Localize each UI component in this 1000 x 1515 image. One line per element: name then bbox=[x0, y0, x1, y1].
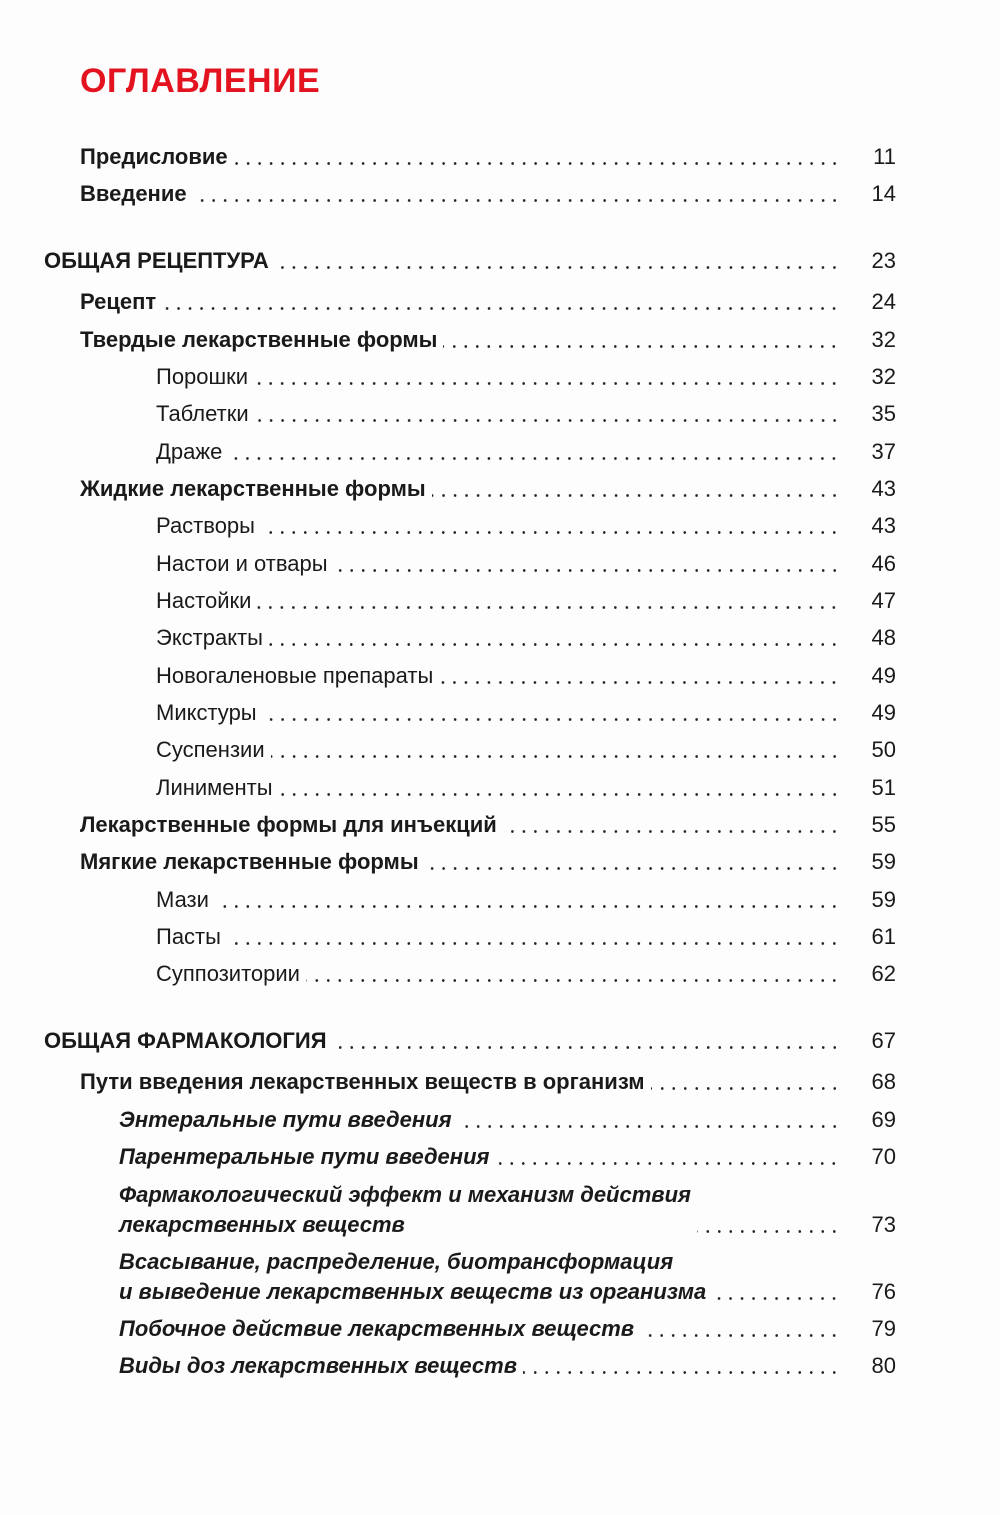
toc-entry[interactable] bbox=[80, 287, 896, 317]
toc-entry[interactable] bbox=[156, 959, 896, 989]
toc-entry[interactable] bbox=[80, 474, 896, 504]
toc-label: Пути введения лекарственных веществ в организм bbox=[80, 1069, 645, 1094]
leader-dots bbox=[193, 199, 840, 202]
leader-dots bbox=[257, 606, 840, 609]
leader-dots bbox=[227, 942, 840, 945]
toc-label: Экстракты bbox=[156, 625, 263, 650]
toc-entry[interactable] bbox=[119, 1247, 896, 1307]
toc-page: 11 bbox=[873, 144, 896, 169]
toc-entry[interactable] bbox=[119, 1180, 896, 1240]
toc-label-continued: лекарственных веществ bbox=[119, 1212, 405, 1237]
toc-page: 73 bbox=[871, 1212, 896, 1237]
toc-page: 49 bbox=[871, 700, 896, 725]
leader-dots bbox=[458, 1125, 840, 1128]
toc-label: ОБЩАЯ ФАРМАКОЛОГИЯ bbox=[44, 1028, 327, 1053]
toc-entry-preface[interactable] bbox=[80, 142, 896, 172]
toc-label-continued: и выведение лекарственных веществ из организма bbox=[119, 1279, 707, 1304]
leader-dots bbox=[275, 266, 840, 269]
toc-label: Предисловие bbox=[80, 144, 228, 169]
leader-dots bbox=[271, 755, 840, 758]
toc-page: 43 bbox=[871, 476, 896, 501]
toc-label: Лекарственные формы для инъекций bbox=[80, 812, 497, 837]
toc-label: ОБЩАЯ РЕЦЕПТУРА bbox=[44, 248, 269, 273]
leader-dots bbox=[255, 419, 840, 422]
toc-page: 37 bbox=[871, 439, 896, 464]
toc-label: Таблетки bbox=[156, 401, 249, 426]
toc-label: Суппозитории bbox=[156, 961, 300, 986]
toc-label: Введение bbox=[80, 181, 187, 206]
leader-dots bbox=[162, 307, 840, 310]
leader-dots bbox=[712, 1297, 840, 1300]
leader-dots bbox=[432, 494, 840, 497]
leader-dots bbox=[215, 905, 840, 908]
leader-dots bbox=[306, 979, 840, 982]
toc-entry[interactable] bbox=[156, 511, 896, 541]
toc-entry[interactable] bbox=[156, 437, 896, 467]
toc-page: 24 bbox=[871, 289, 896, 314]
toc-section-general-pharmacology[interactable] bbox=[44, 1026, 896, 1056]
page-title: ОГЛАВЛЕНИЕ bbox=[80, 62, 321, 100]
leader-dots bbox=[697, 1230, 840, 1233]
leader-dots bbox=[269, 643, 840, 646]
toc-page: 59 bbox=[871, 849, 896, 874]
toc-page: 50 bbox=[871, 737, 896, 762]
toc-page: 49 bbox=[871, 663, 896, 688]
toc-page: 51 bbox=[871, 775, 896, 800]
toc-label: Настои и отвары bbox=[156, 551, 328, 576]
toc-entry[interactable] bbox=[156, 623, 896, 653]
toc-label: Всасывание, распределение, биотрансформация bbox=[119, 1249, 674, 1274]
leader-dots bbox=[333, 1046, 840, 1049]
toc-section-general-prescription[interactable] bbox=[44, 246, 896, 276]
toc-label: Виды доз лекарственных веществ bbox=[119, 1353, 517, 1378]
toc-label: Драже bbox=[156, 439, 223, 464]
toc-entry[interactable] bbox=[156, 922, 896, 952]
toc-page: 61 bbox=[871, 924, 896, 949]
toc-entry[interactable] bbox=[156, 362, 896, 392]
toc-label: Линименты bbox=[156, 775, 273, 800]
toc-page: 67 bbox=[871, 1028, 896, 1053]
toc-label: Пасты bbox=[156, 924, 221, 949]
leader-dots bbox=[261, 531, 840, 534]
toc-page: 59 bbox=[871, 887, 896, 912]
leader-dots bbox=[263, 718, 840, 721]
toc-page: 55 bbox=[871, 812, 896, 837]
toc-page: 47 bbox=[871, 588, 896, 613]
toc-label: Новогаленовые препараты bbox=[156, 663, 434, 688]
toc-page: 80 bbox=[871, 1353, 896, 1378]
toc-page: 79 bbox=[871, 1316, 896, 1341]
toc-label: Растворы bbox=[156, 513, 255, 538]
toc-entry[interactable] bbox=[156, 661, 896, 691]
leader-dots bbox=[651, 1087, 841, 1090]
toc-page: 32 bbox=[871, 364, 896, 389]
toc-page: 69 bbox=[871, 1107, 896, 1132]
toc-label: Настойки bbox=[156, 588, 252, 613]
toc-entry[interactable] bbox=[156, 735, 896, 765]
leader-dots bbox=[640, 1334, 840, 1337]
leader-dots bbox=[439, 681, 840, 684]
leader-dots bbox=[254, 382, 840, 385]
toc-entry[interactable] bbox=[80, 325, 896, 355]
toc-page: 70 bbox=[871, 1144, 896, 1169]
toc-entry[interactable] bbox=[156, 586, 896, 616]
toc-page: 35 bbox=[871, 401, 896, 426]
toc-entry[interactable] bbox=[80, 847, 896, 877]
toc-entry-introduction[interactable] bbox=[80, 179, 896, 209]
toc-label: Мягкие лекарственные формы bbox=[80, 849, 419, 874]
toc-entry[interactable] bbox=[80, 810, 896, 840]
toc-page: 32 bbox=[871, 327, 896, 352]
leader-dots bbox=[228, 457, 840, 460]
toc-entry[interactable] bbox=[156, 399, 896, 429]
toc-entry[interactable] bbox=[119, 1351, 896, 1381]
toc-entry[interactable] bbox=[80, 1067, 896, 1097]
leader-dots bbox=[425, 867, 840, 870]
toc-page: 76 bbox=[871, 1279, 896, 1304]
leader-dots bbox=[503, 830, 840, 833]
toc-page: 14 bbox=[871, 181, 896, 206]
toc-entry[interactable] bbox=[119, 1105, 896, 1135]
toc-label: Энтеральные пути введения bbox=[119, 1107, 452, 1132]
toc-entry[interactable] bbox=[156, 773, 896, 803]
toc-page: 48 bbox=[871, 625, 896, 650]
toc-label-group bbox=[119, 1180, 691, 1240]
toc-page: 46 bbox=[871, 551, 896, 576]
toc-entry[interactable] bbox=[156, 885, 896, 915]
toc-label: Рецепт bbox=[80, 289, 157, 314]
toc-entry[interactable] bbox=[119, 1142, 896, 1172]
toc-entry[interactable] bbox=[156, 698, 896, 728]
leader-dots bbox=[334, 569, 840, 572]
leader-dots bbox=[234, 162, 840, 165]
toc-page: 43 bbox=[871, 513, 896, 538]
toc-label-group bbox=[119, 1247, 706, 1307]
toc-page: 62 bbox=[871, 961, 896, 986]
toc-label: Твердые лекарственные формы bbox=[80, 327, 438, 352]
toc-label: Порошки bbox=[156, 364, 249, 389]
leader-dots bbox=[443, 345, 840, 348]
toc-page: 68 bbox=[871, 1069, 896, 1094]
toc-label: Мази bbox=[156, 887, 209, 912]
toc-entry[interactable] bbox=[156, 549, 896, 579]
toc-label: Жидкие лекарственные формы bbox=[80, 476, 426, 501]
toc-label: Суспензии bbox=[156, 737, 265, 762]
leader-dots bbox=[279, 793, 840, 796]
leader-dots bbox=[523, 1371, 840, 1374]
toc-label: Парентеральные пути введения bbox=[119, 1144, 490, 1169]
toc-label: Побочное действие лекарственных веществ bbox=[119, 1316, 635, 1341]
toc-page: 23 bbox=[871, 248, 896, 273]
leader-dots bbox=[495, 1162, 840, 1165]
toc-label: Фармакологический эффект и механизм действия bbox=[119, 1182, 691, 1207]
toc-label: Микстуры bbox=[156, 700, 257, 725]
toc-entry[interactable] bbox=[119, 1314, 896, 1344]
